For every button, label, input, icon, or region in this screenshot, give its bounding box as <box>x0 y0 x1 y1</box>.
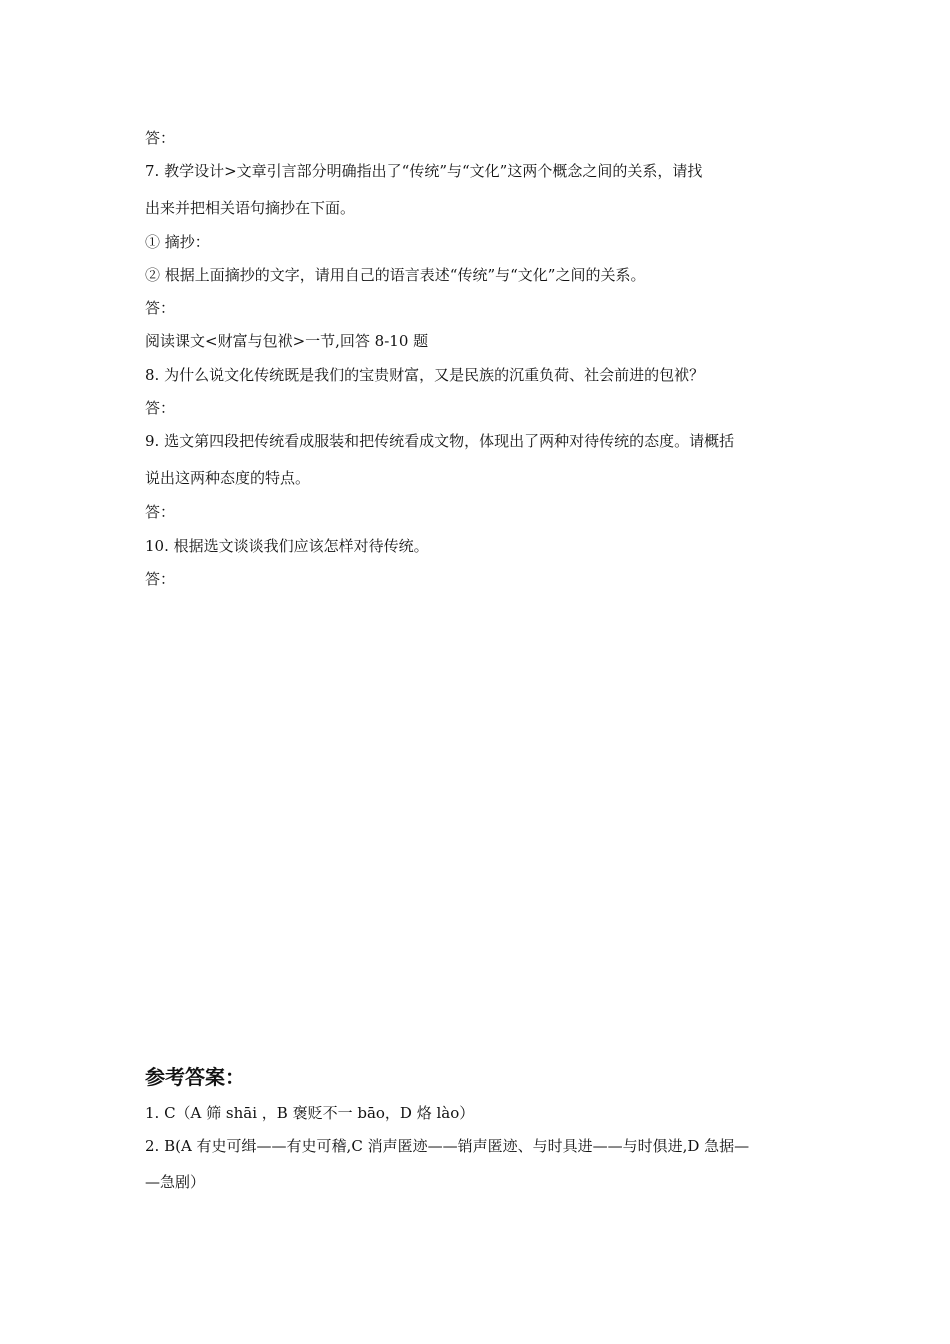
question-9-line-2: 说出这两种态度的特点。 <box>145 469 311 487</box>
question-7-line-1: 7. 教学设计>文章引言部分明确指出了“传统”与“文化”这两个概念之间的关系，请找 <box>145 162 703 180</box>
reading-instruction: 阅读课文<财富与包袱>一节,回答 8-10 题 <box>145 332 429 350</box>
answer-1: 1. C（A 筛 shāi ，B 褒贬不一 bāo，D 烙 lào） <box>145 1104 475 1122</box>
question-7-line-2: 出来并把相关语句摘抄在下面。 <box>145 199 356 217</box>
answer-2-line-1: 2. B(A 有史可缉——有史可稽,C 消声匿迹——销声匿迹、与时具进——与时俱进,D 急据— <box>145 1137 750 1155</box>
answer-2-line-2: —急剧） <box>145 1173 206 1191</box>
question-7-sub-1: ① 摘抄： <box>145 233 210 251</box>
answer-line-9: 答： <box>145 503 176 521</box>
question-9-line-1: 9. 选文第四段把传统看成服装和把传统看成文物，体现出了两种对待传统的态度。请概括 <box>145 432 735 450</box>
answer-line-8: 答： <box>145 399 176 417</box>
question-7-sub-2: ② 根据上面摘抄的文字，请用自己的语言表述“传统”与“文化”之间的关系。 <box>145 266 646 284</box>
answer-line-10: 答： <box>145 570 176 588</box>
answer-line-6: 答： <box>145 129 176 147</box>
answer-line-7: 答： <box>145 299 176 317</box>
question-10: 10. 根据选文谈谈我们应该怎样对待传统。 <box>145 537 429 555</box>
question-8: 8. 为什么说文化传统既是我们的宝贵财富，又是民族的沉重负荷、社会前进的包袱？ <box>145 366 705 384</box>
answers-heading: 参考答案： <box>145 1065 245 1089</box>
